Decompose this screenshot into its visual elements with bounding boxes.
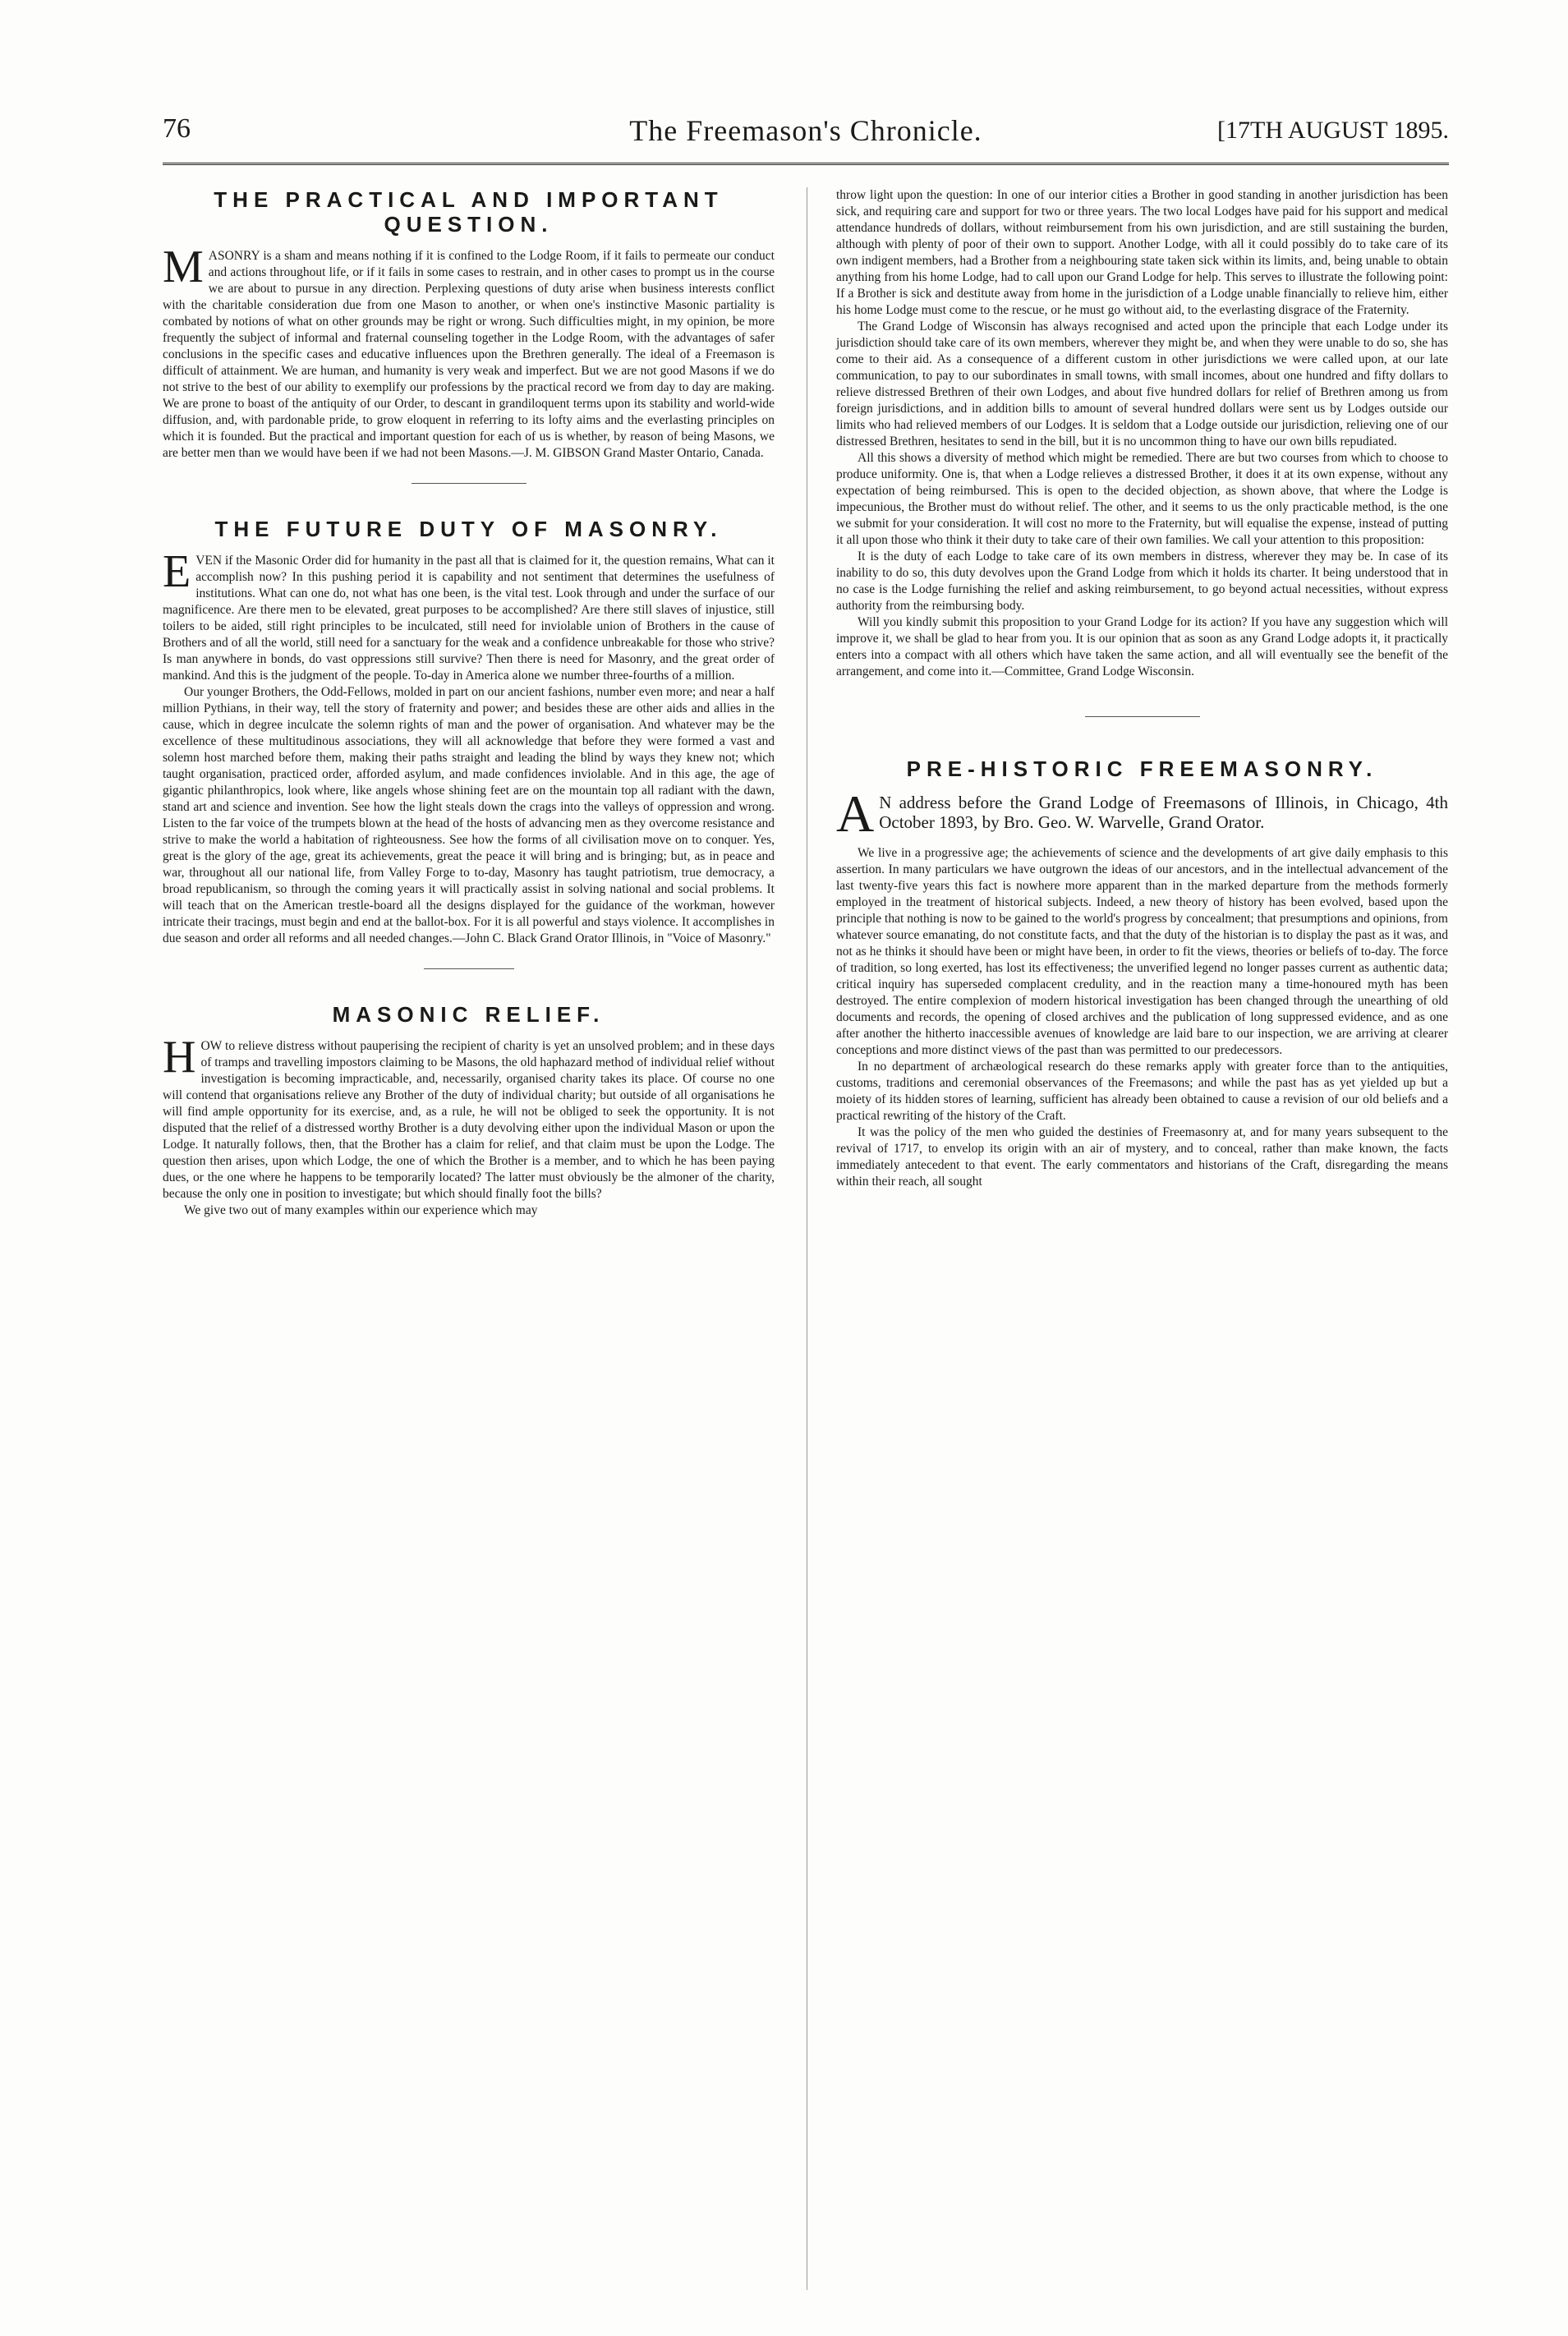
drop-cap: A bbox=[836, 784, 875, 843]
article-masonic-relief-continued bbox=[836, 187, 1448, 680]
article-paragraph: MASONRY is a sham and means nothing if it is confined to the Lodge Room, if it fails to permeate our conduct and actions throughout life, or if it fails in some cases to restrain, and in other cases to prompt us in the course we are about to pursue in any direction. Perplexing questions of duty arise when business interests conflict with the charitable consideration due from one Mason to another, or when one's instinctive Masonic partiality is combated by notions of what on other grounds may be right or wrong. Such difficulties might, in my opinion, be more frequently the subject of informal and fraternal counseling together in the Lodge Room, with the advantages of safer conclusions in the specific cases and educative influences upon the Brethren generally. The ideal of a Freemason is difficult of attainment. We are human, and humanity is very weak and imperfect. But we are not good Masons if we do not strive to the best of our ability to exemplify our professions by the practical record we from day to day are making. We are prone to boast of the antiquity of our Order, to descant in grandiloquent terms upon its stability and world-wide diffusion, and, with pardonable pride, to grow eloquent in referring to its lofty aims and the everlasting principles on which it is founded. But the practical and important question for each of us is whether, by reason of being Masons, we are better men than we would have been if we had not been Masons.—J. M. GIBSON Grand Master Ontario, Canada. bbox=[163, 241, 775, 460]
article-paragraph: throw light upon the question: In one of our interior cities a Brother in good standing in another jurisdiction has been sick, and requiring care and support for two or three years. The two local Lodges have paid for his support and medical attendance hundreds of dollars, without reimbursement from his own jurisdiction, and are still sustaining the burden, although with plenty of poor of their own to support. Another Lodge, with all it could possibly do to take care of its own indigent members, had a Brother from a neighbouring state taken sick within its limits, and, being unable to obtain anything from his home Lodge, had to call upon our Grand Lodge for help. This serves to illustrate the following point: If a Brother is sick and destitute away from home in the jurisdiction of a Lodge unable financially to relieve him, either his home Lodge must come to the rescue, or he must go without aid, to the everlasting disgrace of the Fraternity. bbox=[836, 188, 1448, 317]
article-title: MASONIC RELIEF. bbox=[332, 1002, 605, 1027]
article-title: PRE-HISTORIC FREEMASONRY. bbox=[906, 756, 1378, 781]
article-title: THE PRACTICAL AND IMPORTANT QUESTION. bbox=[214, 187, 724, 237]
drop-cap: H bbox=[163, 1032, 196, 1083]
section-separator bbox=[412, 483, 526, 484]
publication-title: The Freemason's Chronicle. bbox=[629, 114, 982, 147]
article-paragraph: It is the duty of each Lodge to take care of its own members in distress, wherever they may be. In case of its inability to do so, this duty devolves upon the Grand Lodge from which it holds its charter. It being understood that in no case is the Lodge furnishing the relief and asking reimbursement, to go beyond actual necessities, without express authority from the reimbursing body. bbox=[836, 550, 1448, 613]
article-paragraph: The Grand Lodge of Wisconsin has always recognised and acted upon the principle that each Lodge under its jurisdiction should take care of its own members, wherever they might be, and when they were unable to do so, she has come to their aid. As a consequence of a different custom in other jurisdictions we were called upon, at our late communication, to pay to our subordinates in small towns, with small incomes, about one hundred and fifty dollars to relieve distressed Brethren of their own Lodges, and about five hundred dollars for relief of Brethren among us from foreign jurisdictions, and in addition bills to amount of several hundred dollars were sent us by Lodges outside our limits who had relieved members of our Lodges. It is seldom that a Lodge outside our jurisdiction, relieving one of our distressed Brethren, hesitates to send in the bill, but it is no uncommon thing to have our own bills repudiated. bbox=[836, 320, 1448, 448]
section-separator bbox=[1085, 716, 1200, 717]
article-title: THE FUTURE DUTY OF MASONRY. bbox=[214, 517, 723, 541]
article-practical-question bbox=[163, 187, 775, 462]
drop-cap: M bbox=[163, 241, 204, 292]
article-paragraph: Will you kindly submit this proposition to your Grand Lodge for its action? If you have any suggestion which will improve it, we shall be glad to hear from you. It is our opinion that as soon as any Grand Lodge adopts it, it practically enters into a compact with all others which have taken the same action, and all will eventually see the benefit of the arrangement, and come into it.—Committee, Grand Lodge Wisconsin. bbox=[836, 615, 1448, 678]
issue-date: [17TH AUGUST 1895. bbox=[1217, 117, 1449, 144]
drop-cap: E bbox=[163, 546, 191, 597]
article-paragraph: We live in a progressive age; the achievements of science and the developments of art give daily emphasis to this assertion. In many particulars we have outgrown the ideas of our ancestors, and in the intellectual advancement of the last twenty-five years this fact is nowhere more apparent than in the marked departure from the methods formerly employed in the treatment of historical subjects. Indeed, a new theory of history has been evolved, based upon the principle that nothing is now to be gained to the world's progress by concealment; that presumptions and opinions, from whatever source emanating, do not constitute facts, and that the duty of the historian is to display the past as it was, and not as he thinks it should have been or might have been, in order to fit the views, theories or beliefs of to-day. The force of tradition, so long exerted, has lost its effectiveness; the unverified legend no longer passes current as authentic data; critical inquiry has superseded complacent credulity, and in the reaction many a time-honoured myth has been destroyed. The entire complexion of modern historical investigation has been changed through the unearthing of old documents and records, the opening of closed archives and the publication of long suppressed evidence, and as one after another the hitherto inaccessible avenues of knowledge are laid bare to our inspection, we are arriving at clearer conceptions and more distinct views of the past than was permitted to our predecessors. bbox=[836, 846, 1448, 1057]
page-header bbox=[163, 113, 1449, 154]
article-paragraph: It was the policy of the men who guided the destinies of Freemasonry at, and for many years subsequent to the revival of 1717, to envelop its origin with an air of mystery, and to conceal, rather than make known, the facts immediately antecedent to that event. The early commentators and historians of the Craft, disregarding the means within their reach, all sought bbox=[836, 1125, 1448, 1189]
article-paragraph: Our younger Brothers, the Odd-Fellows, molded in part on our ancient fashions, number even more; and near a half million Pythians, in their way, tell the story of fraternity and power; and besides these are other aids and allies in the cause, which in degree inculcate the solemn rights of man and the power of organisation. And whatever may be the excellence of these multitudinous associations, they will all acknowledge that before they were formed a vast and solemn host marched before them, making their paths straight and leading the blind by ways they knew not; which taught organisation, practiced order, afforded asylum, and made confidences inviolable. And in this age, the age of gigantic philanthropics, look where, like angels whose shining feet are on the mountain top all radiant with the dawn, stand art and science and invention. See how the light steals down the crags into the valleys of oppression and wrong. Listen to the far voice of the trumpets blown at the head of the hosts of advancing men as they overcome resistance and strive to make the world a habitation of righteousness. See how the forms of all civilisation move on to conquer. Yes, great is the glory of the age, great its achievements, great the peace it will bring and is bringing; but, as in peace and war, throughout all our national life, from Valley Forge to to-day, Masonry has taught patriotism, true democracy, a broad republicanism, so through the coming years it will practically assist in solving national and social problems. It will teach that on the American trestle-board all the designs displayed for the guidance of the workman, however intricate their tracings, must begin and end at the ballot-box. For it is all powerful and stays violence. It accomplishes in due season and order all reforms and all needed changes.—John C. Black Grand Orator Illinois, in "Voice of Masonry." bbox=[163, 685, 775, 945]
article-masonic-relief bbox=[163, 1002, 775, 1219]
article-intro: A N address before the Grand Lodge of Freemasons of Illinois, in Chicago, 4th October 1893, by Bro. Geo. W. Warvelle, Grand Orator. bbox=[836, 784, 1448, 843]
article-prehistoric bbox=[836, 756, 1448, 1190]
header-rule bbox=[163, 163, 1449, 165]
section-separator bbox=[424, 968, 514, 969]
article-paragraph: HOW to relieve distress without pauperising the recipient of charity is yet an unsolved problem; and in these days of tramps and travelling impostors claiming to be Masons, the old haphazard method of individual relief without investigation is becoming impracticable, and, necessarily, organised charity takes its place. Of course no one will contend that organisations relieve any Brother of the duty of individual charity; but outside of all organisations he will find ample opportunity for its exercise, and, as a rule, he will not be obliged to seek the opportunity. It is not disputed that the relief of a distressed worthy Brother is a duty devolving either upon the individual Mason or upon the Lodge. It naturally follows, then, that the Brother has a claim for relief, and that claim must be upon the Lodge. The question then arises, upon which Lodge, the one of which the Brother is a member, and to which he has been paying dues, or the one where he happens to be temporarily located? The latter must obviously be the almoner of the charity, because the only one in position to investigate; but which should finally foot the bills? bbox=[163, 1032, 775, 1201]
left-column bbox=[163, 187, 775, 1219]
right-column bbox=[836, 187, 1448, 1190]
article-future-duty bbox=[163, 517, 775, 947]
article-paragraph: EVEN if the Masonic Order did for humanity in the past all that is claimed for it, the question remains, What can it accomplish now? In this pushing period it is capability and not sentiment that determines the usefulness of institutions. What can one do, not what has one been, is the vital test. Look through and under the surface of our magnificence. Are there men to be elevated, great purposes to be accomplished? Are there still slaves of injustice, still toilers to be aided, still right principles to be inculcated, still need for inviolable union of Brothers in the cause of Brothers and of all the world, still need for a sanctuary for the weak and a confidence unbreakable for those who strive? Is man anywhere in bonds, do vast oppressions still survive? Then there is need for Masonry, and the great order of mankind. And this is the judgment of the people. To-day in America alone we number three-fourths of a million. bbox=[163, 546, 775, 683]
article-paragraph: In no department of archæological research do these remarks apply with greater force than to the antiquities, customs, traditions and ceremonial observances of the Freemasons; and while the past has as yet yielded up but a moiety of its hidden stores of learning, sufficient has already been obtained to cause a revision of our old beliefs and a practical rewriting of the history of the Craft. bbox=[836, 1060, 1448, 1123]
article-paragraph: All this shows a diversity of method which might be remedied. There are but two courses from which to choose to produce uniformity. One is, that when a Lodge relieves a distressed Brother, it does it at its own expense, without any expectation of being reimbursed. This is open to the decided objection, as shown above, that where the Lodge is impecunious, the Brother must do without relief. The other, and it seems to us the only practicable method, is the one we submit for your consideration. It will cost no more to the Fraternity, but will equalise the expense, instead of putting it all upon those who think it their duty to take care of their own families. We call your attention to this proposition: bbox=[836, 451, 1448, 547]
article-paragraph: We give two out of many examples within our experience which may bbox=[184, 1203, 538, 1217]
page-number: 76 bbox=[163, 113, 191, 144]
